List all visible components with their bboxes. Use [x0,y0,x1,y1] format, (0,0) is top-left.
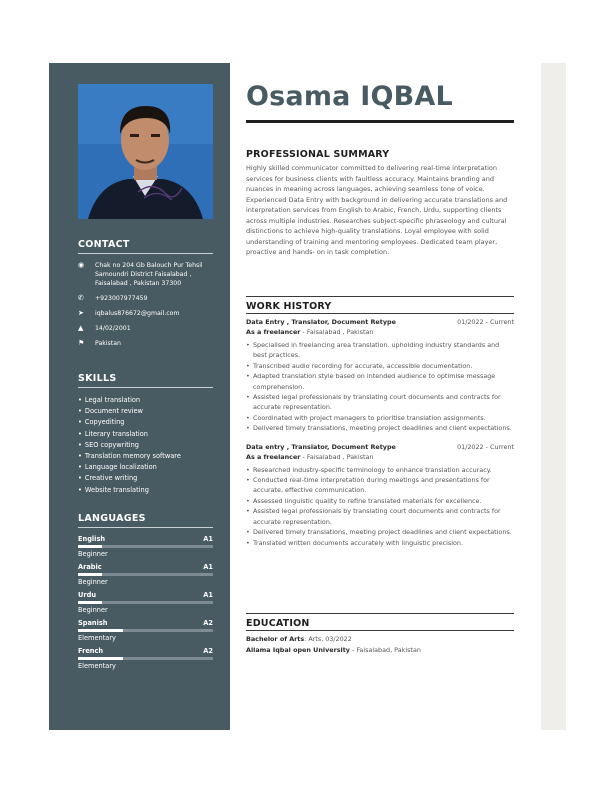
language-proficiency-bar [78,629,213,632]
list-item: • Specialised in freelancing area translation. upholding industry standards and best practices. [246,340,514,361]
list-item: • Delivered timely translations, meeting project deadlines and client expectations. [246,423,514,433]
language-name: Urdu [78,591,97,599]
job-entry [246,317,514,434]
section-divider [246,296,514,297]
language-item [78,591,213,615]
language-item [78,563,213,587]
job-bullets [246,340,514,434]
job-employer: As a freelancer - Faisalabad , Pakistan [246,452,374,461]
language-code: A2 [203,619,213,627]
list-item: • Conducted real-time interpretation during meetings and presentations for accurate, effective communication. [246,475,514,496]
language-name: English [78,535,106,543]
contact-section [78,239,213,354]
section-divider [246,613,514,614]
language-proficiency-fill [78,657,123,660]
language-item [78,619,213,643]
skill-item: • Translation memory software [78,451,213,462]
language-name: Arabic [78,563,102,571]
education-heading: EDUCATION [246,618,310,629]
list-item: • Assisted legal professionals by translating court documents and contracts for accurate representation. [246,506,514,527]
job-entry [246,442,514,548]
contact-phone: ✆ +923007977459 [78,294,148,302]
list-item: • Assisted legal professionals by translating court documents and contracts for accurate representation. [246,392,514,413]
skill-item: • Document review [78,406,213,417]
summary-heading: PROFESSIONAL SUMMARY [246,149,390,160]
job-title: Data Entry , Translator, Document Retype [246,318,396,326]
job-title: Data entry , Translator, Document Retype [246,442,396,451]
language-proficiency-bar [78,573,213,576]
section-divider [246,630,514,631]
candidate-name: Osama IQBAL [246,81,453,112]
skill-item: • SEO copywriting [78,440,213,451]
language-proficiency-fill [78,601,102,604]
language-proficiency-fill [78,573,102,576]
profile-photo [78,84,213,219]
location-pin-icon: ◉ [78,261,85,269]
language-proficiency-fill [78,545,102,548]
language-item [78,647,213,671]
language-proficiency-fill [78,629,123,632]
languages-section [78,513,213,675]
skill-item: • Language localization [78,462,213,473]
work-history-heading: WORK HISTORY [246,301,332,312]
contact-heading: CONTACT [78,239,213,254]
skill-item: • Legal translation [78,395,213,406]
list-item: • Delivered timely translations, meeting project deadlines and client expectations. [246,527,514,537]
language-level: Beginner [78,606,108,614]
language-level: Beginner [78,578,108,586]
language-level: Beginner [78,550,108,558]
work-history-section [246,296,514,548]
birthday-cake-icon: ▲ [78,324,84,332]
contact-birthdate: ▲ 14/02/2001 [78,324,131,332]
summary-section [246,148,514,258]
list-item: • Translated written documents accurately with linguistic precision. [246,538,514,548]
contact-country: ⚑ Pakistan [78,339,121,347]
send-icon: ➤ [78,309,84,317]
skill-item: • Literary translation [78,429,213,440]
language-name: French [78,647,104,655]
contact-address: ◉ Chak no 204 Gb Balouch Pur Tehsil Samoundri District Faisalabad , Faisalabad , Pakistan 37300 [78,261,203,287]
phone-icon: ✆ [78,294,84,302]
job-employer: As a freelancer - Faisalabad , Pakistan [246,328,374,336]
skills-section [78,373,213,496]
skill-item: • Copyediting [78,417,213,428]
flag-icon: ⚑ [78,339,85,347]
education-degree: Bachelor of Arts: Arts, 03/2022 [246,635,352,643]
job-date: 01/2022 - Current [457,318,514,326]
name-divider [246,120,514,123]
language-proficiency-bar [78,657,213,660]
list-item: • Transcribed audio recording for accurate, accessible documentation. [246,361,514,371]
language-name: Spanish [78,619,108,627]
job-bullets [246,465,514,548]
skill-item: • Website translating [78,485,213,496]
skills-heading: SKILLS [78,373,213,388]
language-code: A2 [203,647,213,655]
job-date: 01/2022 - Current [457,442,514,451]
list-item: • Researched industry-specific terminology to enhance translation accuracy. [246,465,514,475]
language-item [78,535,213,559]
language-code: A1 [203,563,213,571]
language-level: Elementary [78,634,116,642]
list-item: • Coordinated with project managers to prioritise translation assignments. [246,413,514,423]
language-proficiency-bar [78,601,213,604]
languages-heading: LANGUAGES [78,513,213,528]
education-school: Allama Iqbal open University - Faisalabad, Pakistan [246,645,421,654]
language-code: A1 [203,535,213,543]
contact-email[interactable]: ➤ iqbalus876672@gmail.com [78,309,180,317]
education-section [246,613,514,655]
list-item: • Adapted translation style based on intended audience to optimise message comprehension. [246,371,514,392]
list-item: • Assessed linguistic quality to refine translated materials for excellence. [246,496,514,506]
sidebar [49,63,230,730]
section-divider [246,313,514,314]
language-code: A1 [203,591,213,599]
summary-text: Highly skilled communicator committed to delivering real-time interpretation services for business clients with faultless accuracy. Maintains branding and nuances in meaning across languages, achieving seamless tone of voice. Experienced Data Entry with background in delivering accurate translations and interpretation services from English to Arabic, French, Urdu, supporting clients across multiple industries. Researches subject-specific phraseology and cultural distinctions to achieve high-quality translations. Loyal employee with solid understanding of training and mentoring employees. Dedicated team player, proactive and hands- on in task completion. [246,164,508,256]
language-proficiency-bar [78,545,213,548]
language-level: Elementary [78,662,116,670]
page-edge [541,63,566,730]
skill-item: • Creative writing [78,473,213,484]
